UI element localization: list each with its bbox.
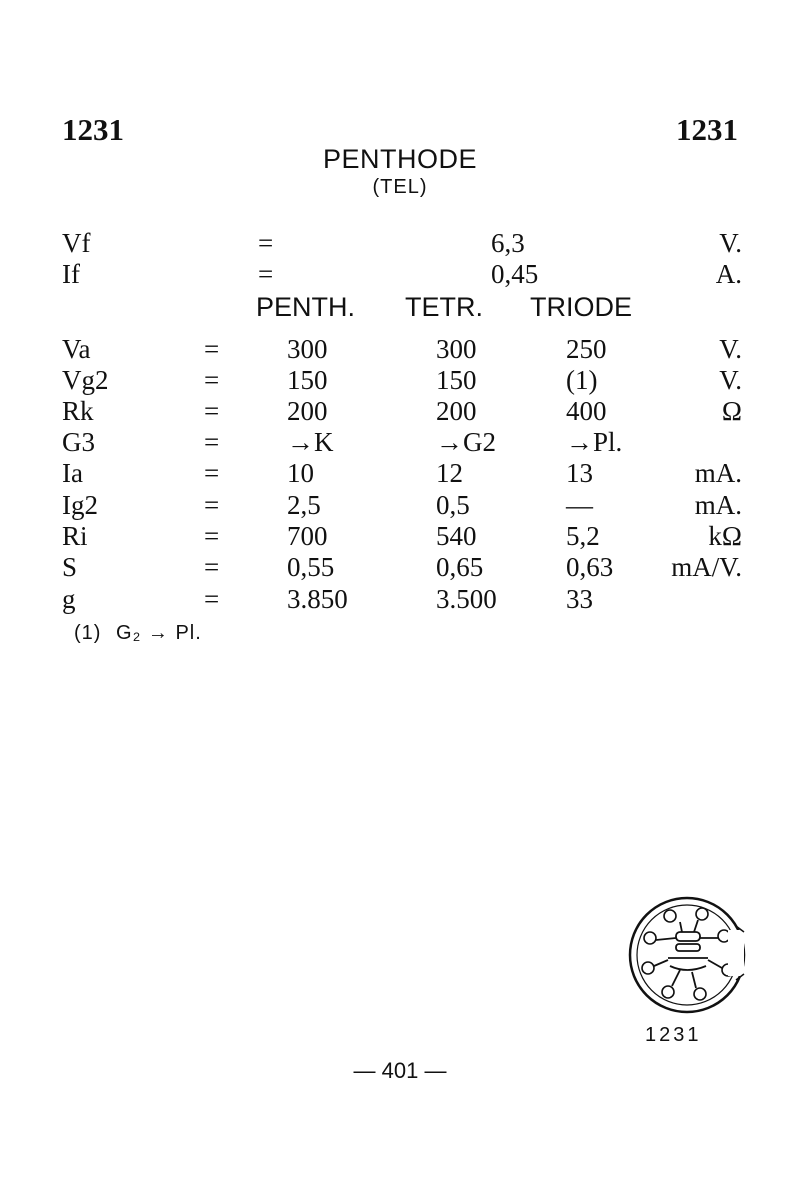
row-unit: mA. — [694, 458, 742, 488]
row-penth: 200 — [287, 396, 328, 426]
column-header-tetr: TETR. — [405, 292, 483, 322]
page-title: PENTHODE — [322, 144, 478, 174]
row-tetr: 150 — [436, 365, 477, 395]
row-symbol: Ia — [62, 458, 83, 488]
row-eq: = — [204, 584, 220, 614]
filament-eq-vf: = — [258, 228, 274, 258]
row-eq: = — [204, 365, 220, 395]
page-number: — 401 — — [353, 1058, 447, 1083]
row-eq: = — [204, 521, 220, 551]
row-unit: kΩ — [708, 521, 742, 551]
row-triode: 250 — [566, 334, 607, 364]
socket-pin — [644, 932, 656, 944]
row-triode: →Pl. — [566, 427, 623, 457]
row-triode: 33 — [566, 584, 593, 614]
column-header-triode: TRIODE — [530, 292, 633, 322]
row-penth: 10 — [287, 458, 314, 488]
row-unit: V. — [719, 365, 742, 395]
filament-unit-if: A. — [715, 259, 742, 289]
row-unit: Ω — [721, 396, 742, 426]
row-symbol: Ri — [62, 521, 88, 551]
socket-pin — [694, 988, 706, 1000]
row-eq: = — [204, 427, 220, 457]
row-tetr: 0,65 — [436, 552, 484, 582]
row-triode: 400 — [566, 396, 607, 426]
row-penth: 150 — [287, 365, 328, 395]
filament-symbol-vf: Vf — [62, 228, 91, 258]
column-header-penth: PENTH. — [256, 292, 356, 322]
filament-eq-if: = — [258, 259, 274, 289]
row-symbol: g — [62, 584, 76, 614]
row-eq: = — [204, 552, 220, 582]
tube-number-left: 1231 — [62, 112, 124, 147]
tube-socket-diagram — [624, 892, 750, 1018]
row-penth: 2,5 — [287, 490, 321, 520]
socket-pin — [696, 908, 708, 920]
row-tetr: 3.500 — [436, 584, 497, 614]
socket-pin — [662, 986, 674, 998]
footnote — [74, 622, 202, 645]
row-eq: = — [204, 334, 220, 364]
row-triode: 13 — [566, 458, 593, 488]
row-penth: →K — [287, 427, 334, 457]
row-tetr: 300 — [436, 334, 477, 364]
footnote-mark: (1) — [74, 622, 102, 644]
row-eq: = — [204, 396, 220, 426]
filament-symbol-if: If — [62, 259, 80, 289]
row-unit: V. — [719, 334, 742, 364]
filament-value-vf: 6,3 — [491, 228, 525, 258]
row-tetr: →G2 — [436, 427, 496, 457]
socket-pin — [664, 910, 676, 922]
row-penth: 3.850 — [287, 584, 348, 614]
tube-number-right: 1231 — [676, 112, 738, 147]
socket-pin — [642, 962, 654, 974]
footnote-text: G₂ → Pl. — [116, 622, 202, 644]
row-tetr: 0,5 — [436, 490, 470, 520]
row-tetr: 200 — [436, 396, 477, 426]
page-subtitle: (TEL) — [372, 176, 428, 198]
row-symbol: Va — [62, 334, 91, 364]
row-penth: 300 — [287, 334, 328, 364]
row-penth: 0,55 — [287, 552, 335, 582]
socket-caption: 1231 — [645, 1024, 702, 1046]
row-eq: = — [204, 458, 220, 488]
row-tetr: 12 — [436, 458, 463, 488]
row-symbol: Vg2 — [62, 365, 109, 395]
row-unit: mA/V. — [671, 552, 742, 582]
row-triode: 5,2 — [566, 521, 600, 551]
row-symbol: Ig2 — [62, 490, 98, 520]
row-symbol: G3 — [62, 427, 95, 457]
row-symbol: S — [62, 552, 78, 582]
filament-value-if: 0,45 — [491, 259, 539, 289]
row-triode: 0,63 — [566, 552, 614, 582]
row-eq: = — [204, 490, 220, 520]
row-tetr: 540 — [436, 521, 477, 551]
row-triode: (1) — [566, 365, 598, 395]
filament-unit-vf: V. — [719, 228, 742, 258]
row-symbol: Rk — [62, 396, 94, 426]
row-triode: — — [566, 490, 593, 520]
row-penth: 700 — [287, 521, 328, 551]
row-unit: mA. — [694, 490, 742, 520]
